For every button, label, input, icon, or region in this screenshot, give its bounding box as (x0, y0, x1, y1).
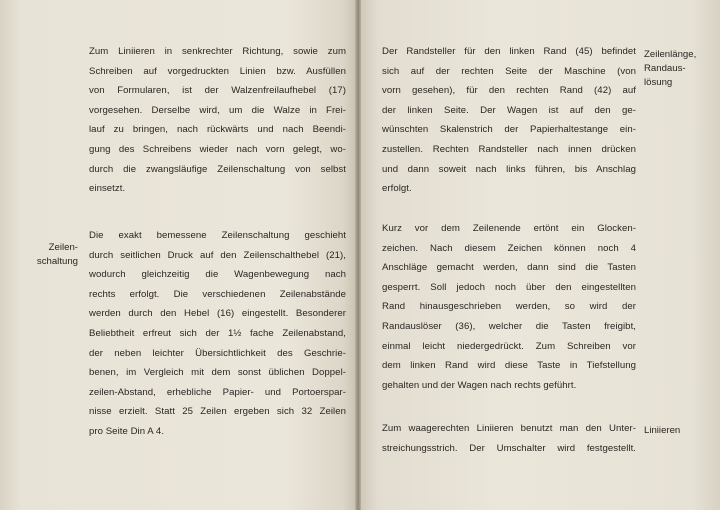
left-paragraph-2 (89, 226, 346, 442)
text-line: Zum waagerechten Liniieren benutzt man den Unter- (382, 423, 636, 434)
margin-note-zeilenschaltung (20, 241, 78, 269)
text-line: nisse erzielt. Statt 25 Zeilen ergeben sich 32 Zeilen (89, 406, 346, 418)
margin-note-line: schaltung (36, 256, 78, 267)
right-paragraph-1 (382, 42, 636, 199)
text-line: pro Seite Din A 4. (89, 425, 165, 437)
left-paragraph-1 (89, 42, 346, 199)
margin-note-line: Liniieren (644, 425, 681, 436)
margin-note-line: Zeilen- (48, 242, 78, 253)
text-line: lauf zu bringen, nach rückwärts und nach Beendi- (89, 124, 346, 136)
text-line: wodurch gleichzeitig die Wagenbewegung nach (89, 269, 346, 281)
text-line: streichungsstrich. Der Umschalter wird festgestellt. (382, 442, 636, 454)
text-line: werden durch den Hebel (16) eingestellt. Besonderer (89, 308, 346, 320)
text-line: durch seitlichen Druck auf den Zeilenschalthebel (21), (89, 249, 346, 261)
text-line: der linken Seite. Der Wagen ist auf den ge- (382, 104, 636, 116)
text-line: Randauslöser (36), welcher die Tasten freigibt, (382, 320, 636, 332)
text-line: zustellen. Rechten Randsteller nach innen drücken (382, 143, 636, 155)
book-gutter (355, 0, 361, 510)
margin-note-line: Randaus- (644, 63, 686, 74)
text-line: wünschten Skalenstrich der Papierhaltestange ein- (382, 124, 636, 136)
text-line: gesperrt. Soll jedoch noch über den eingestellten (382, 281, 636, 293)
margin-note-line: Zeilenlänge, (644, 49, 697, 60)
right-paragraph-3 (382, 419, 636, 458)
text-line: dem linken Rand wird diese Taste in Tiefstellung (382, 360, 636, 372)
margin-note-liniieren (644, 424, 714, 438)
text-line: gung des Schreibens wieder nach vorn gelegt, wo- (89, 143, 346, 155)
text-line: von Formularen, ist der Walzenfreilaufhebel (17) (89, 85, 346, 97)
text-line: vorgesehen. Derselbe wird, um die Walze in Frei- (89, 104, 346, 116)
text-line: Schreiben auf vorgedruckten Linien bzw. Ausfüllen (89, 65, 346, 77)
text-line: gehalten und der Wagen nach rechts geführt. (382, 379, 577, 391)
text-line: sich auf der rechten Seite der Maschine (von (382, 65, 636, 77)
text-line: rechts erfolgt. Die verschiedenen Zeilenabstände (89, 288, 346, 300)
margin-note-line: lösung (644, 77, 673, 88)
text-line: Die exakt bemessene Zeilenschaltung geschieht (89, 230, 346, 241)
text-line: durch die zwangsläufige Zeilenschaltung von selbst (89, 163, 346, 175)
text-line: der neben leichter Übersichtlichkeit des Geschrie- (89, 347, 346, 359)
text-line: vorn gesehen), für den rechten Rand (42) auf (382, 85, 636, 97)
text-line: einsetzt. (89, 183, 126, 195)
text-line: zeichen. Nach diesem Zeichen können noch 4 (382, 242, 636, 254)
text-line: Beliebtheit erfreut sich der 1½ fache Zeilenabstand, (89, 327, 346, 339)
text-line: Rand hinausgeschrieben werden, so wird der (382, 301, 636, 313)
margin-note-zeilenlaenge (644, 48, 714, 90)
text-line: und dann soweit nach links führen, bis Anschlag (382, 163, 636, 175)
text-line: Zum Liniieren in senkrechter Richtung, sowie zum (89, 46, 346, 57)
text-line: Kurz vor dem Zeilenende ertönt ein Glocken- (382, 223, 636, 234)
text-line: Der Randsteller für den linken Rand (45) befindet (382, 46, 636, 57)
text-line: erfolgt. (382, 183, 412, 195)
text-line: Anschläge gemacht werden, dann sind die Tasten (382, 262, 636, 274)
right-paragraph-2 (382, 219, 636, 395)
text-line: benen, im Vergleich mit dem sonst üblichen Doppel- (89, 367, 346, 379)
text-line: einmal leicht niedergedrückt. Zum Schreiben vor (382, 340, 636, 352)
text-line: zeilen-Abstand, erhebliche Papier- und Portoerspar- (89, 386, 346, 398)
